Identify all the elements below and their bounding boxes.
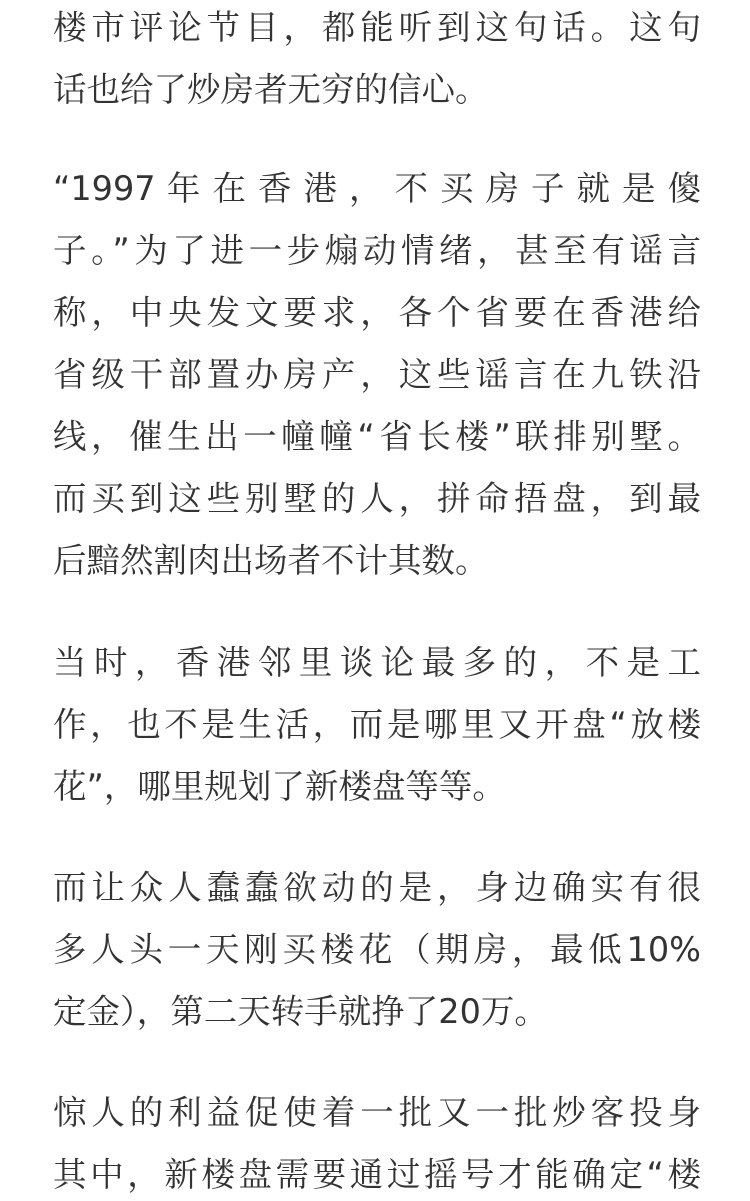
- text-line: 当时，香港邻里谈论最多的，不是工: [53, 643, 701, 682]
- text-line: 称，中央发文要求，各个省要在香港给: [53, 293, 701, 332]
- text-line: 而让众人蠢蠢欲动的是，身边确实有很: [53, 868, 701, 907]
- text-line: 话也给了炒房者无穷的信心。: [53, 70, 489, 109]
- paragraph: [53, 632, 701, 818]
- text-line: 花”，哪里规划了新楼盘等等。: [53, 767, 506, 806]
- paragraph: [53, 158, 701, 592]
- text-line: 定金），第二天转手就挣了20万。: [53, 992, 548, 1031]
- text-line: 省级干部置办房产，这些谣言在九铁沿: [53, 355, 701, 394]
- text-line: 其中，新楼盘需要通过摇号才能确定“楼: [53, 1155, 701, 1194]
- paragraph: [53, 1082, 701, 1201]
- text-line: 惊人的利益促使着一批又一批炒客投身: [53, 1093, 701, 1132]
- text-line: 子。”为了进一步煽动情绪，甚至有谣言: [53, 231, 701, 270]
- text-line: 作，也不是生活，而是哪里又开盘“放楼: [53, 705, 701, 744]
- text-line: 多人头一天刚买楼花（期房，最低10%: [53, 930, 701, 969]
- text-line: 而买到这些别墅的人，拼命捂盘，到最: [53, 479, 701, 518]
- text-line: 楼市评论节目，都能听到这句话。这句: [53, 8, 701, 47]
- text-line: “1997 年 在 香 港 ， 不 买 房 子 就 是 傻: [53, 169, 701, 208]
- paragraph: [53, 0, 701, 121]
- text-line: 线，催生出一幢幢“省长楼”联排别墅。: [53, 417, 701, 456]
- text-line: 后黯然割肉出场者不计其数。: [53, 541, 489, 580]
- paragraph: [53, 857, 701, 1043]
